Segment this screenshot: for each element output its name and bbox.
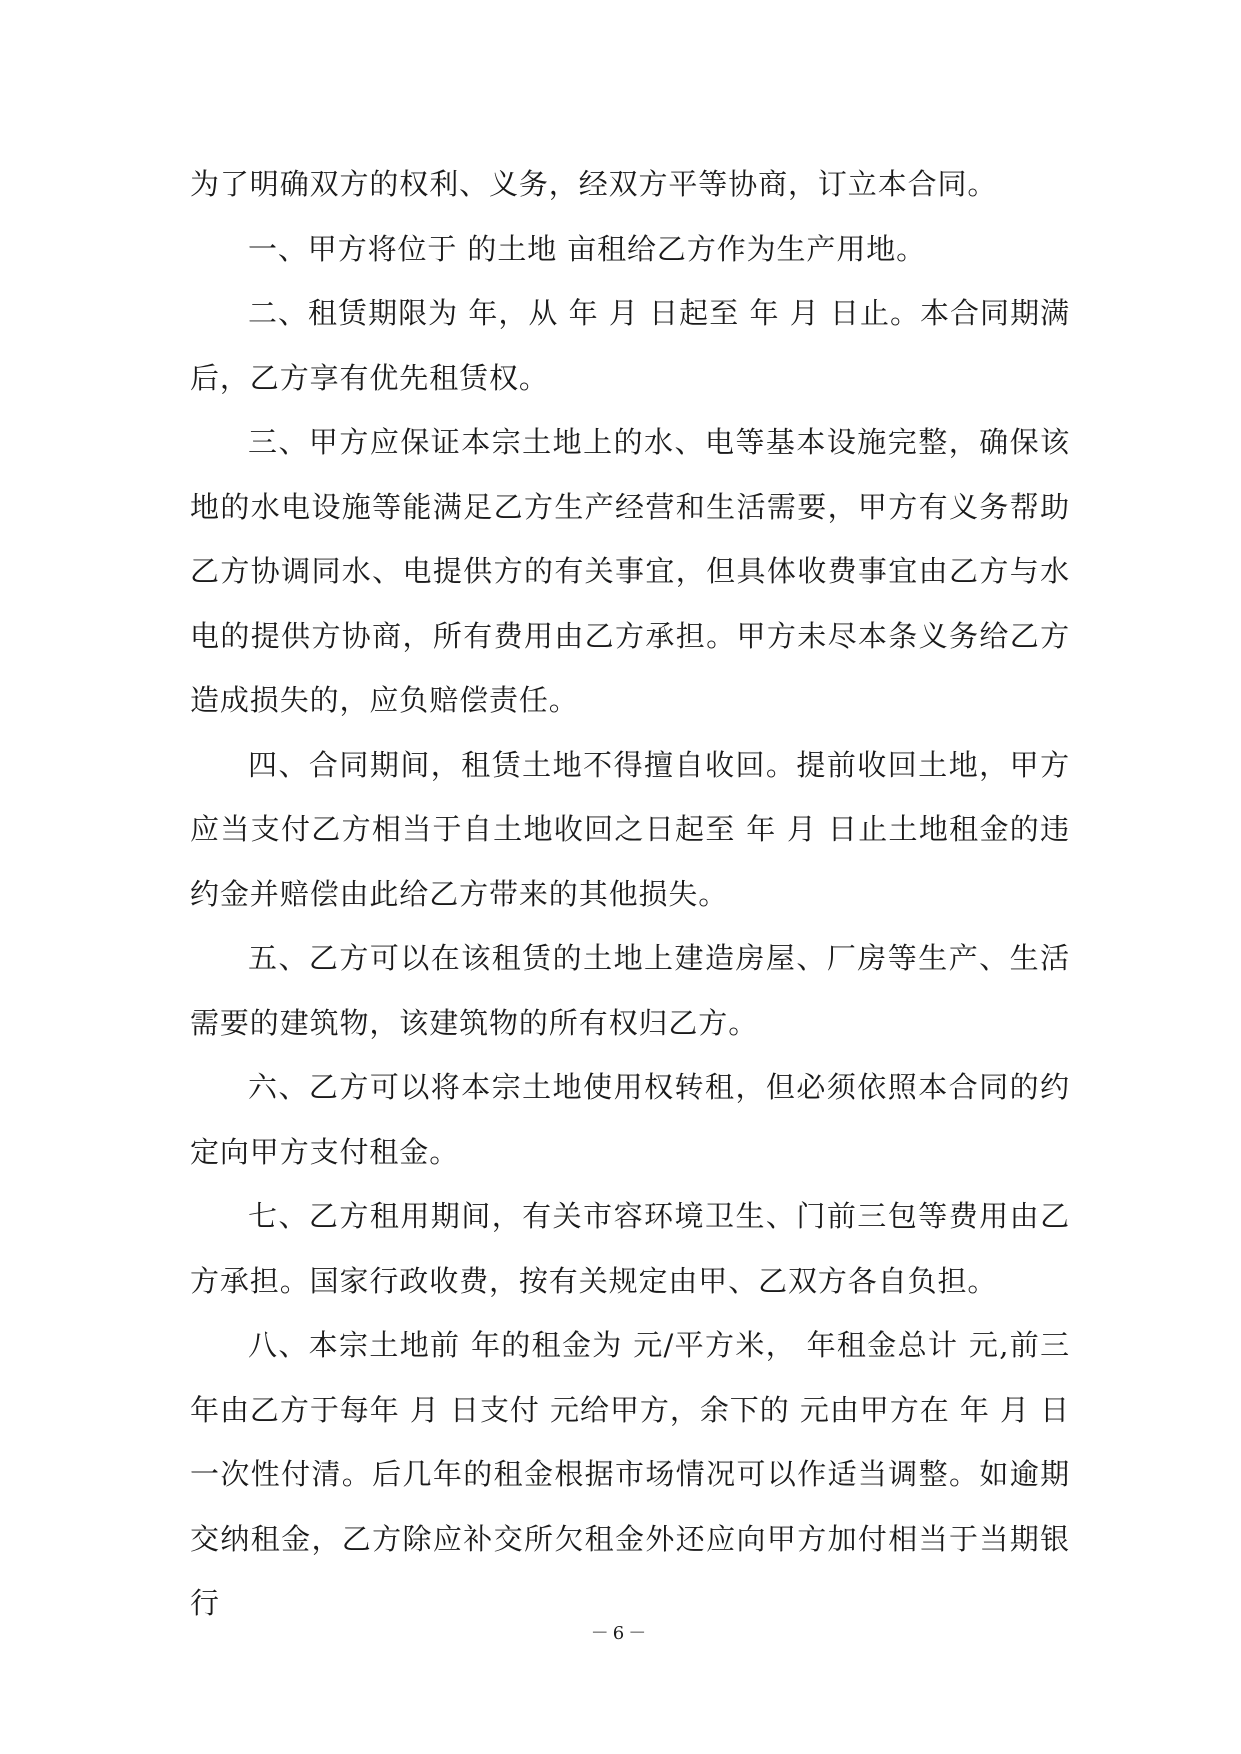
paragraph-clause-4: 四、合同期间，租赁土地不得擅自收回。提前收回土地，甲方应当支付乙方相当于自土地收回之日起至 年 月 日止土地租金的违约金并赔偿由此给乙方带来的其他损失。 [190, 747, 1070, 911]
paragraph-clause-3: 三、甲方应保证本宗土地上的水、电等基本设施完整，确保该地的水电设施等能满足乙方生产经营和生活需要，甲方有义务帮助乙方协调同水、电提供方的有关事宜，但具体收费事宜由乙方与水电的提供方协商，所有费用由乙方承担。甲方未尽本条义务给乙方造成损失的，应负赔偿责任。 [190, 425, 1070, 717]
page-number: －6－ [590, 1623, 651, 1644]
paragraph-intro: 为了明确双方的权利、义务，经双方平等协商，订立本合同。 [190, 167, 998, 201]
document-body [190, 152, 1070, 1636]
paragraph-clause-2: 二、租赁期限为 年，从 年 月 日起至 年 月 日止。本合同期满后，乙方享有优先租赁权。 [190, 296, 1070, 395]
paragraph-clause-7: 七、乙方租用期间，有关市容环境卫生、门前三包等费用由乙方承担。国家行政收费，按有关规定由甲、乙双方各自负担。 [190, 1199, 1070, 1298]
paragraph-clause-8: 八、本宗土地前 年的租金为 元/平方米， 年租金总计 元,前三年由乙方于每年 月 日支付 元给甲方，余下的 元由甲方在 年 月 日一次性付清。后几年的租金根据市场情况可以作适当调整。如逾期交纳租金，乙方除应补交所欠租金外还应向甲方加付相当于当期银行 [190, 1328, 1070, 1620]
paragraph-clause-1: 一、甲方将位于 的土地 亩租给乙方作为生产用地。 [248, 231, 927, 266]
paragraph-clause-5: 五、乙方可以在该租赁的土地上建造房屋、厂房等生产、生活需要的建筑物，该建筑物的所有权归乙方。 [190, 941, 1070, 1040]
paragraph-clause-6: 六、乙方可以将本宗土地使用权转租，但必须依照本合同的约定向甲方支付租金。 [190, 1070, 1070, 1169]
